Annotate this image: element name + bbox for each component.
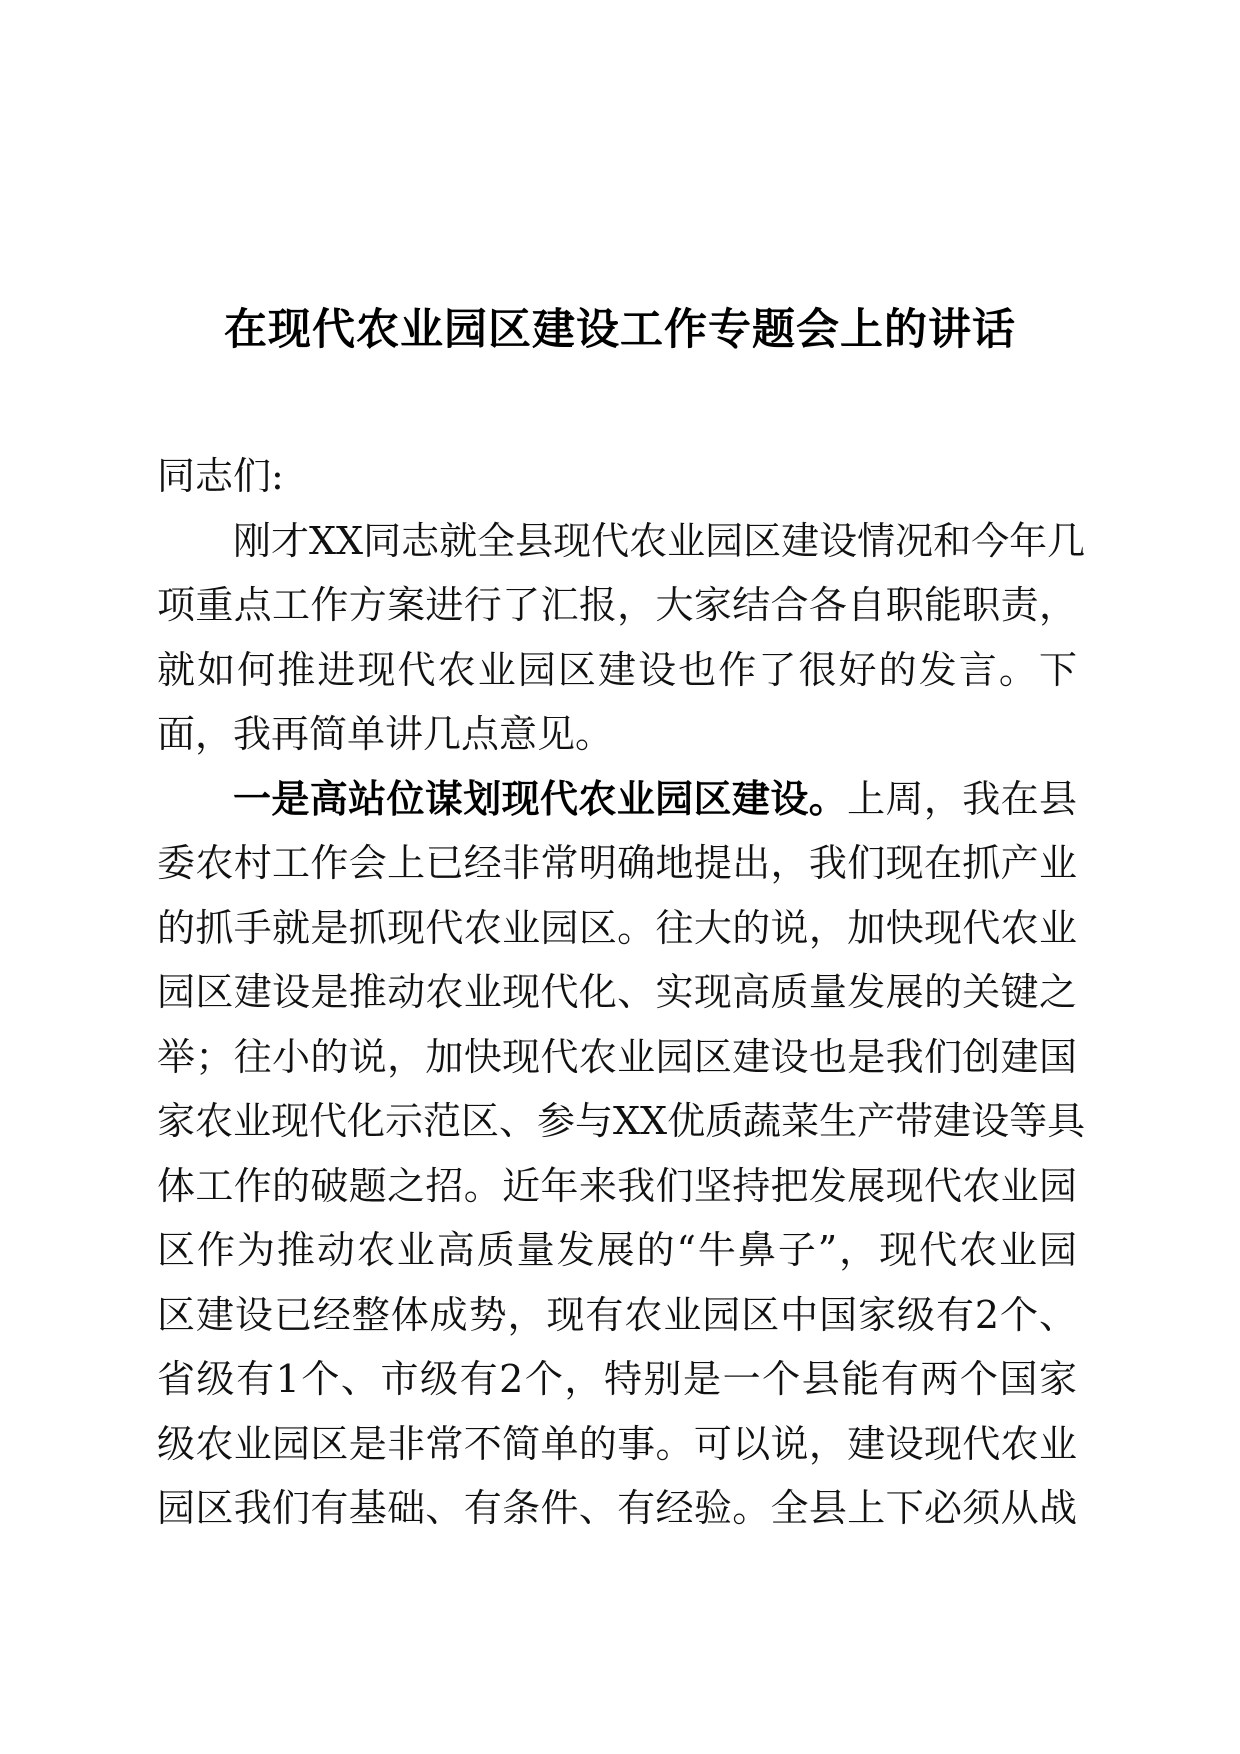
paragraph-line: 刚才XX同志就全县现代农业园区建设情况和今年几 xyxy=(233,518,1086,563)
paragraph-line: 就如何推进现代农业园区建设也作了很好的发言。下 xyxy=(157,647,1077,692)
paragraph-line: 体工作的破题之招。近年来我们坚持把发展现代农业园 xyxy=(157,1163,1077,1208)
paragraph-line: 的抓手就是抓现代农业园区。往大的说，加快现代农业 xyxy=(157,905,1077,950)
paragraph-line: 省级有1个、市级有2个，特别是一个县能有两个国家 xyxy=(157,1357,1077,1401)
paragraph-line: 面，我再简单讲几点意见。 xyxy=(157,712,614,756)
paragraph-line: 区作为推动农业高质量发展的“牛鼻子”，现代农业园 xyxy=(157,1228,1077,1272)
paragraph-line: 家农业现代化示范区、参与XX优质蔬菜生产带建设等具 xyxy=(157,1099,1086,1143)
paragraph-line: 园区我们有基础、有条件、有经验。全县上下必须从战 xyxy=(157,1486,1077,1530)
paragraph-line: 园区建设是推动农业现代化、实现高质量发展的关键之 xyxy=(157,970,1077,1014)
salutation: 同志们: xyxy=(157,454,284,498)
paragraph-line: 项重点工作方案进行了汇报，大家结合各自职能职责， xyxy=(157,583,1077,627)
document-body xyxy=(157,444,1086,1541)
paragraph-line: 级农业园区是非常不简单的事。可以说，建设现代农业 xyxy=(157,1421,1077,1466)
section-first-line xyxy=(157,767,1077,832)
document-title: 在现代农业园区建设工作专题会上的讲话 xyxy=(224,305,1016,355)
paragraph-line: 举；往小的说，加快现代农业园区建设也是我们创建国 xyxy=(157,1034,1077,1079)
paragraph-line: 委农村工作会上已经非常明确地提出，我们现在抓产业 xyxy=(157,841,1077,885)
paragraph-line: 区建设已经整体成势，现有农业园区中国家级有2个、 xyxy=(157,1292,1077,1337)
section-heading: 一是高站位谋划现代农业园区建设。 xyxy=(233,775,848,821)
section-first-line-text: 上周，我在县 xyxy=(847,776,1077,821)
